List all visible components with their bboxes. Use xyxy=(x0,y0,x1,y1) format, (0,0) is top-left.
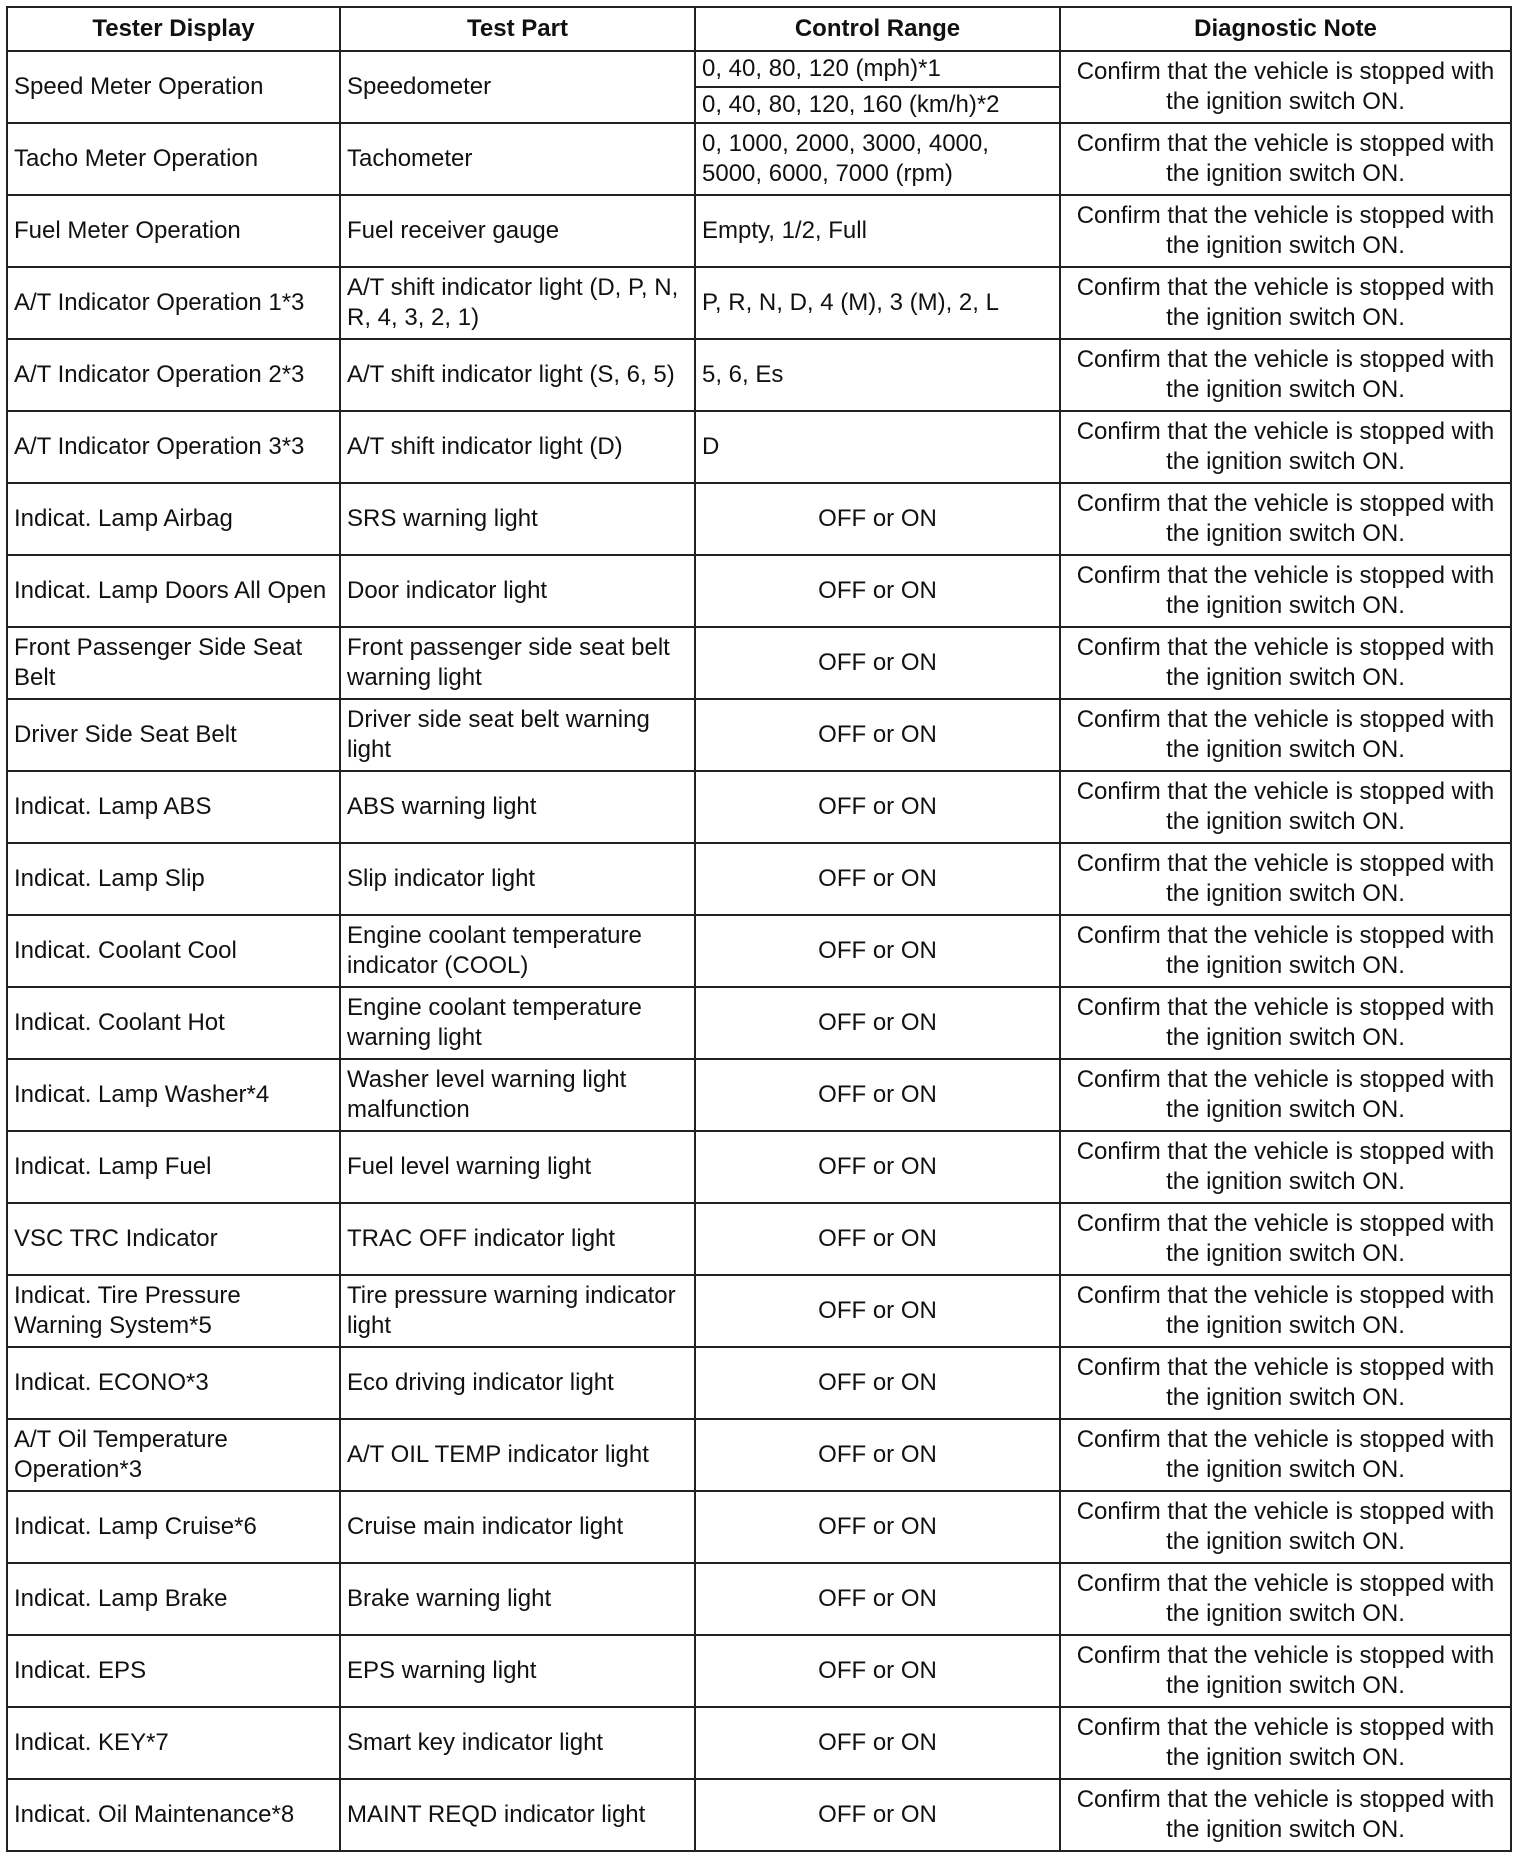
table-row xyxy=(7,267,1511,339)
document-page xyxy=(6,6,1510,1866)
table-row xyxy=(7,555,1511,627)
cell-control-range: P, R, N, D, 4 (M), 3 (M), 2, L xyxy=(695,267,1060,339)
cell-tester-display: Tacho Meter Operation xyxy=(7,123,340,195)
cell-test-part: Washer level warning light malfunction xyxy=(340,1059,695,1131)
cell-diagnostic-note: Confirm that the vehicle is stopped with the ignition switch ON. xyxy=(1060,123,1511,195)
header-tester-display: Tester Display xyxy=(7,7,340,51)
table-row xyxy=(7,51,1511,87)
cell-tester-display: A/T Indicator Operation 3*3 xyxy=(7,411,340,483)
cell-test-part: Cruise main indicator light xyxy=(340,1491,695,1563)
cell-diagnostic-note: Confirm that the vehicle is stopped with the ignition switch ON. xyxy=(1060,1275,1511,1347)
table-row xyxy=(7,843,1511,915)
cell-tester-display: A/T Indicator Operation 1*3 xyxy=(7,267,340,339)
cell-control-range: OFF or ON xyxy=(695,1131,1060,1203)
cell-control-range: 0, 1000, 2000, 3000, 4000, 5000, 6000, 7000 (rpm) xyxy=(695,123,1060,195)
cell-diagnostic-note: Confirm that the vehicle is stopped with the ignition switch ON. xyxy=(1060,1491,1511,1563)
cell-tester-display: A/T Indicator Operation 2*3 xyxy=(7,339,340,411)
cell-control-range: 5, 6, Es xyxy=(695,339,1060,411)
cell-diagnostic-note: Confirm that the vehicle is stopped with the ignition switch ON. xyxy=(1060,1203,1511,1275)
table-row xyxy=(7,1491,1511,1563)
table-row xyxy=(7,483,1511,555)
cell-control-range: OFF or ON xyxy=(695,1347,1060,1419)
cell-control-range: Empty, 1/2, Full xyxy=(695,195,1060,267)
cell-diagnostic-note: Confirm that the vehicle is stopped with the ignition switch ON. xyxy=(1060,1059,1511,1131)
cell-test-part: Brake warning light xyxy=(340,1563,695,1635)
cell-control-range: OFF or ON xyxy=(695,1779,1060,1851)
table-row xyxy=(7,1059,1511,1131)
table-row xyxy=(7,987,1511,1059)
cell-test-part: Tachometer xyxy=(340,123,695,195)
header-row xyxy=(7,7,1511,51)
cell-test-part: A/T shift indicator light (D, P, N, R, 4, 3, 2, 1) xyxy=(340,267,695,339)
table-row xyxy=(7,123,1511,195)
cell-control-range: OFF or ON xyxy=(695,483,1060,555)
cell-diagnostic-note: Confirm that the vehicle is stopped with the ignition switch ON. xyxy=(1060,483,1511,555)
table-row xyxy=(7,411,1511,483)
cell-tester-display: Indicat. KEY*7 xyxy=(7,1707,340,1779)
cell-diagnostic-note: Confirm that the vehicle is stopped with the ignition switch ON. xyxy=(1060,699,1511,771)
cell-diagnostic-note: Confirm that the vehicle is stopped with the ignition switch ON. xyxy=(1060,771,1511,843)
cell-tester-display: A/T Oil Temperature Operation*3 xyxy=(7,1419,340,1491)
table-row xyxy=(7,1275,1511,1347)
cell-test-part: A/T OIL TEMP indicator light xyxy=(340,1419,695,1491)
table-row xyxy=(7,1779,1511,1851)
cell-test-part: Tire pressure warning indicator light xyxy=(340,1275,695,1347)
header-control-range: Control Range xyxy=(695,7,1060,51)
cell-tester-display: Indicat. Lamp Slip xyxy=(7,843,340,915)
cell-control-range: OFF or ON xyxy=(695,1491,1060,1563)
header-diagnostic-note: Diagnostic Note xyxy=(1060,7,1511,51)
cell-control-range: 0, 40, 80, 120 (mph)*1 xyxy=(695,51,1060,87)
table-row xyxy=(7,1563,1511,1635)
cell-diagnostic-note: Confirm that the vehicle is stopped with the ignition switch ON. xyxy=(1060,1563,1511,1635)
cell-tester-display: Indicat. Lamp Brake xyxy=(7,1563,340,1635)
cell-test-part: Fuel level warning light xyxy=(340,1131,695,1203)
cell-diagnostic-note: Confirm that the vehicle is stopped with the ignition switch ON. xyxy=(1060,339,1511,411)
cell-test-part: SRS warning light xyxy=(340,483,695,555)
cell-tester-display: Indicat. Coolant Hot xyxy=(7,987,340,1059)
cell-diagnostic-note: Confirm that the vehicle is stopped with the ignition switch ON. xyxy=(1060,915,1511,987)
cell-diagnostic-note: Confirm that the vehicle is stopped with the ignition switch ON. xyxy=(1060,1131,1511,1203)
cell-tester-display: Indicat. Lamp Airbag xyxy=(7,483,340,555)
cell-control-range: 0, 40, 80, 120, 160 (km/h)*2 xyxy=(695,87,1060,123)
cell-control-range: OFF or ON xyxy=(695,915,1060,987)
cell-test-part: MAINT REQD indicator light xyxy=(340,1779,695,1851)
cell-test-part: Engine coolant temperature indicator (COOL) xyxy=(340,915,695,987)
cell-diagnostic-note: Confirm that the vehicle is stopped with the ignition switch ON. xyxy=(1060,555,1511,627)
cell-control-range: OFF or ON xyxy=(695,1059,1060,1131)
cell-control-range: OFF or ON xyxy=(695,1275,1060,1347)
cell-control-range: OFF or ON xyxy=(695,1635,1060,1707)
cell-diagnostic-note: Confirm that the vehicle is stopped with the ignition switch ON. xyxy=(1060,987,1511,1059)
cell-test-part: A/T shift indicator light (D) xyxy=(340,411,695,483)
cell-tester-display: Speed Meter Operation xyxy=(7,51,340,123)
cell-diagnostic-note: Confirm that the vehicle is stopped with the ignition switch ON. xyxy=(1060,1635,1511,1707)
cell-tester-display: Indicat. Lamp ABS xyxy=(7,771,340,843)
cell-test-part: Engine coolant temperature warning light xyxy=(340,987,695,1059)
cell-tester-display: VSC TRC Indicator xyxy=(7,1203,340,1275)
table-row xyxy=(7,627,1511,699)
cell-test-part: TRAC OFF indicator light xyxy=(340,1203,695,1275)
table-row xyxy=(7,1203,1511,1275)
cell-tester-display: Indicat. Tire Pressure Warning System*5 xyxy=(7,1275,340,1347)
cell-test-part: EPS warning light xyxy=(340,1635,695,1707)
table-row xyxy=(7,1131,1511,1203)
table-row xyxy=(7,339,1511,411)
cell-tester-display: Front Passenger Side Seat Belt xyxy=(7,627,340,699)
cell-control-range: OFF or ON xyxy=(695,627,1060,699)
cell-diagnostic-note: Confirm that the vehicle is stopped with the ignition switch ON. xyxy=(1060,843,1511,915)
cell-test-part: Door indicator light xyxy=(340,555,695,627)
cell-diagnostic-note: Confirm that the vehicle is stopped with the ignition switch ON. xyxy=(1060,1707,1511,1779)
cell-control-range: OFF or ON xyxy=(695,1419,1060,1491)
cell-tester-display: Fuel Meter Operation xyxy=(7,195,340,267)
table-row xyxy=(7,1707,1511,1779)
table-row xyxy=(7,1347,1511,1419)
cell-tester-display: Indicat. Coolant Cool xyxy=(7,915,340,987)
cell-diagnostic-note: Confirm that the vehicle is stopped with the ignition switch ON. xyxy=(1060,267,1511,339)
header-test-part: Test Part xyxy=(340,7,695,51)
cell-test-part: ABS warning light xyxy=(340,771,695,843)
cell-control-range: D xyxy=(695,411,1060,483)
table-row xyxy=(7,771,1511,843)
table-row xyxy=(7,699,1511,771)
cell-test-part: Slip indicator light xyxy=(340,843,695,915)
cell-control-range: OFF or ON xyxy=(695,1707,1060,1779)
table-row xyxy=(7,195,1511,267)
cell-tester-display: Driver Side Seat Belt xyxy=(7,699,340,771)
cell-diagnostic-note: Confirm that the vehicle is stopped with the ignition switch ON. xyxy=(1060,411,1511,483)
cell-control-range: OFF or ON xyxy=(695,699,1060,771)
cell-control-range: OFF or ON xyxy=(695,555,1060,627)
cell-diagnostic-note: Confirm that the vehicle is stopped with the ignition switch ON. xyxy=(1060,1419,1511,1491)
cell-test-part: Front passenger side seat belt warning light xyxy=(340,627,695,699)
cell-diagnostic-note: Confirm that the vehicle is stopped with the ignition switch ON. xyxy=(1060,1779,1511,1851)
cell-control-range: OFF or ON xyxy=(695,1563,1060,1635)
cell-tester-display: Indicat. Lamp Washer*4 xyxy=(7,1059,340,1131)
table-row xyxy=(7,1635,1511,1707)
cell-test-part: Smart key indicator light xyxy=(340,1707,695,1779)
cell-test-part: Driver side seat belt warning light xyxy=(340,699,695,771)
cell-test-part: Speedometer xyxy=(340,51,695,123)
cell-control-range: OFF or ON xyxy=(695,1203,1060,1275)
cell-diagnostic-note: Confirm that the vehicle is stopped with the ignition switch ON. xyxy=(1060,1347,1511,1419)
active-test-table xyxy=(6,6,1512,1852)
cell-diagnostic-note: Confirm that the vehicle is stopped with the ignition switch ON. xyxy=(1060,627,1511,699)
cell-test-part: Eco driving indicator light xyxy=(340,1347,695,1419)
cell-control-range: OFF or ON xyxy=(695,987,1060,1059)
cell-tester-display: Indicat. ECONO*3 xyxy=(7,1347,340,1419)
cell-tester-display: Indicat. Lamp Cruise*6 xyxy=(7,1491,340,1563)
cell-tester-display: Indicat. EPS xyxy=(7,1635,340,1707)
cell-tester-display: Indicat. Lamp Fuel xyxy=(7,1131,340,1203)
cell-diagnostic-note: Confirm that the vehicle is stopped with the ignition switch ON. xyxy=(1060,51,1511,123)
cell-control-range: OFF or ON xyxy=(695,771,1060,843)
table-row xyxy=(7,915,1511,987)
cell-control-range: OFF or ON xyxy=(695,843,1060,915)
cell-test-part: A/T shift indicator light (S, 6, 5) xyxy=(340,339,695,411)
cell-test-part: Fuel receiver gauge xyxy=(340,195,695,267)
cell-tester-display: Indicat. Oil Maintenance*8 xyxy=(7,1779,340,1851)
cell-diagnostic-note: Confirm that the vehicle is stopped with the ignition switch ON. xyxy=(1060,195,1511,267)
cell-tester-display: Indicat. Lamp Doors All Open xyxy=(7,555,340,627)
table-row xyxy=(7,1419,1511,1491)
